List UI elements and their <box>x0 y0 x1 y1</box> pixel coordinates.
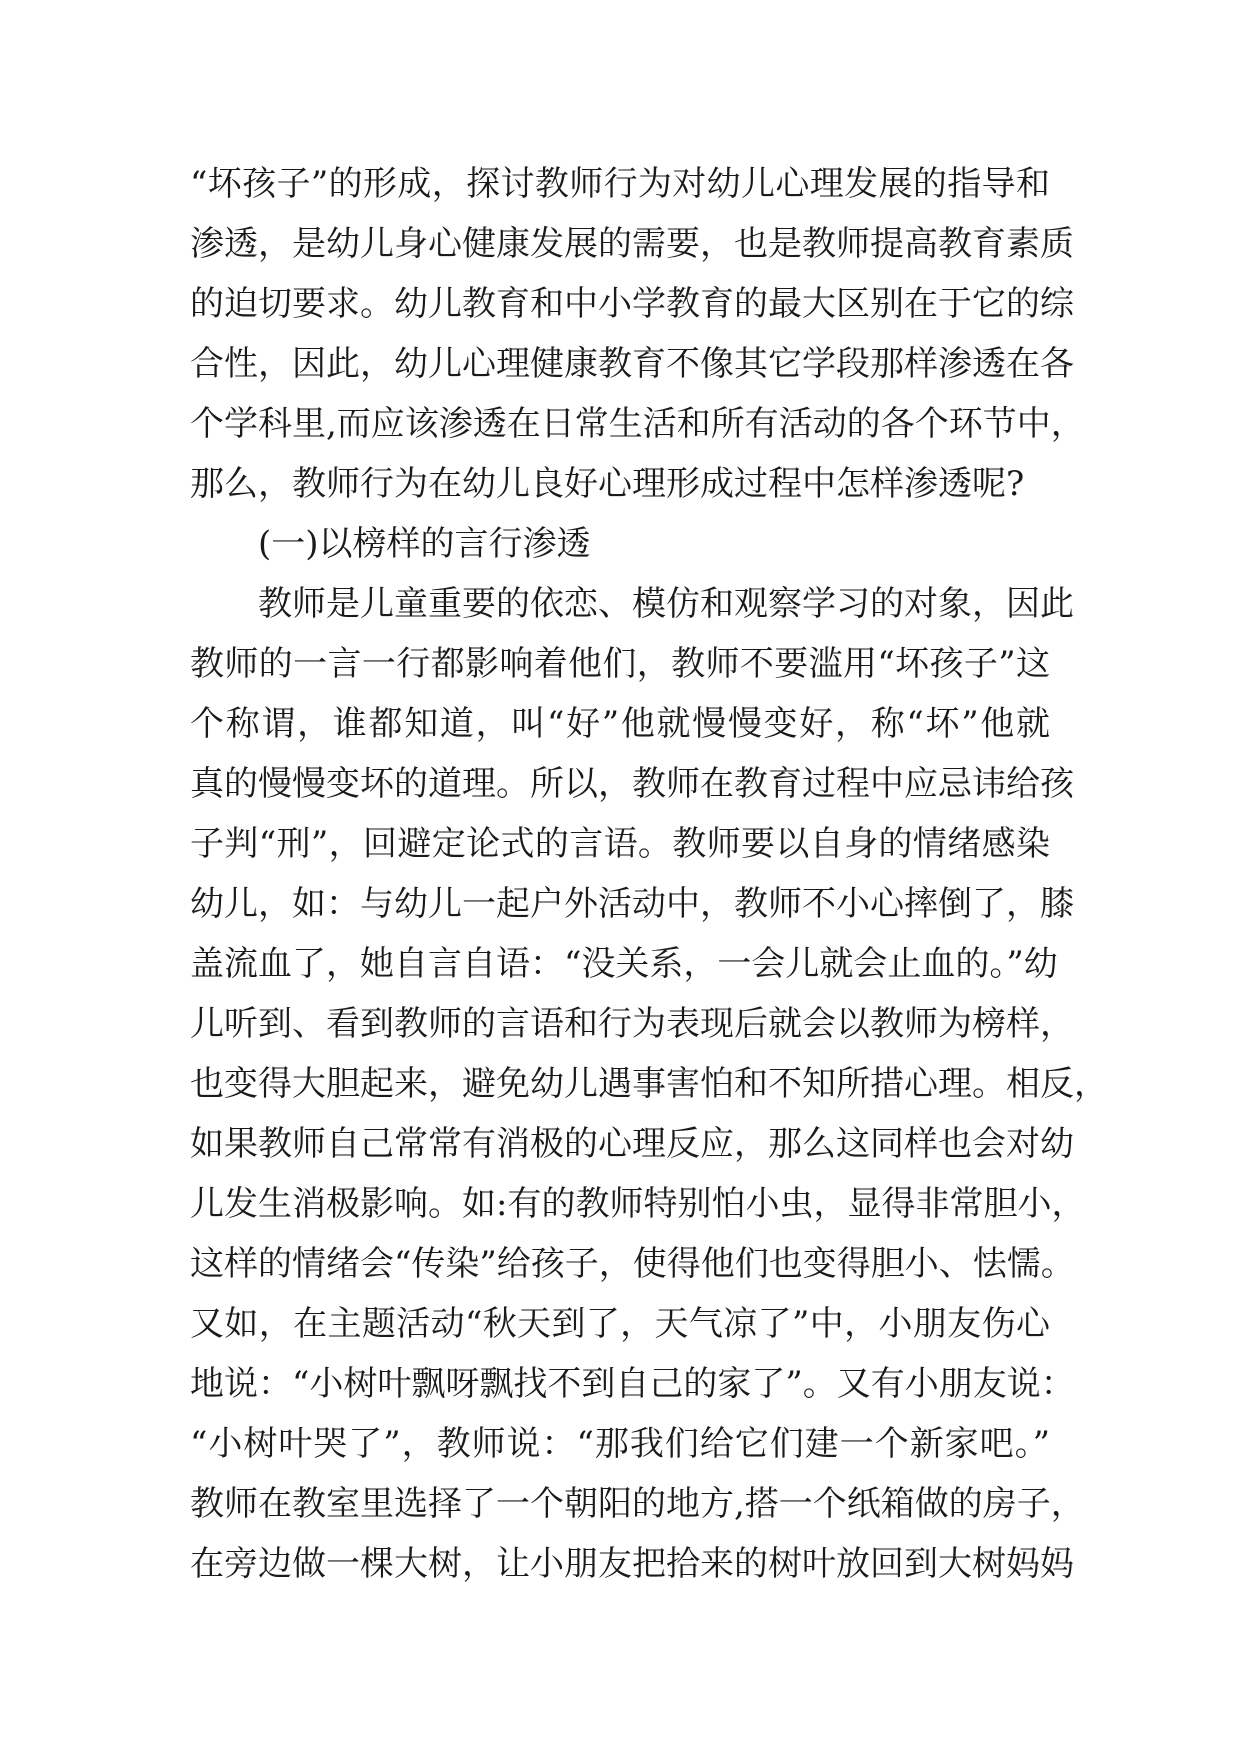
text-line: 幼儿，如：与幼儿一起户外活动中，教师不小心摔倒了，膝 <box>190 884 1074 924</box>
text-line: 个称谓，谁都知道，叫“好”他就慢慢变好，称“坏”他就 <box>190 704 1050 744</box>
text-line: 儿发生消极影响。如:有的教师特别怕小虫，显得非常胆小， <box>190 1184 1086 1224</box>
text-line: 真的慢慢变坏的道理。所以，教师在教育过程中应忌讳给孩 <box>190 764 1074 804</box>
text-line: 在旁边做一棵大树，让小朋友把拾来的树叶放回到大树妈妈 <box>190 1544 1074 1584</box>
text-line: 如果教师自己常常有消极的心理反应，那么这同样也会对幼 <box>190 1124 1074 1164</box>
text-line: 教师的一言一行都影响着他们，教师不要滥用“坏孩子”这 <box>190 644 1050 684</box>
text-line: “小树叶哭了”，教师说：“那我们给它们建一个新家吧。” <box>190 1424 1050 1464</box>
text-line: 儿听到、看到教师的言语和行为表现后就会以教师为榜样， <box>190 1004 1074 1044</box>
body-text <box>190 154 1108 1594</box>
text-line: 合性，因此，幼儿心理健康教育不像其它学段那样渗透在各 <box>190 344 1074 384</box>
text-line: 这样的情绪会“传染”给孩子，使得他们也变得胆小、怯懦。 <box>190 1244 1075 1284</box>
paragraph-start-line: 教师是儿童重要的依恋、模仿和观察学习的对象，因此 <box>258 584 1074 624</box>
text-line: 又如，在主题活动“秋天到了，天气凉了”中，小朋友伤心 <box>190 1304 1050 1344</box>
text-line: 教师在教室里选择了一个朝阳的地方,搭一个纸箱做的房子， <box>190 1484 1085 1524</box>
text-line: 地说：“小树叶飘呀飘找不到自己的家了”。又有小朋友说： <box>190 1364 1075 1404</box>
text-line: 渗透，是幼儿身心健康发展的需要，也是教师提高教育素质 <box>190 224 1074 264</box>
text-line: 也变得大胆起来，避免幼儿遇事害怕和不知所措心理。相反， <box>190 1064 1108 1104</box>
text-line: 子判“刑”，回避定论式的言语。教师要以自身的情绪感染 <box>190 824 1050 864</box>
text-line: “坏孩子”的形成，探讨教师行为对幼儿心理发展的指导和 <box>190 164 1050 204</box>
text-line: 盖流血了，她自言自语：“没关系，一会儿就会止血的。”幼 <box>190 944 1058 984</box>
paragraph-end-line: 那么，教师行为在幼儿良好心理形成过程中怎样渗透呢? <box>190 464 1025 504</box>
text-line: 个学科里,而应该渗透在日常生活和所有活动的各个环节中， <box>190 404 1085 444</box>
text-line: 的迫切要求。幼儿教育和中小学教育的最大区别在于它的综 <box>190 284 1074 324</box>
section-heading: (一)以榜样的言行渗透 <box>258 524 591 564</box>
